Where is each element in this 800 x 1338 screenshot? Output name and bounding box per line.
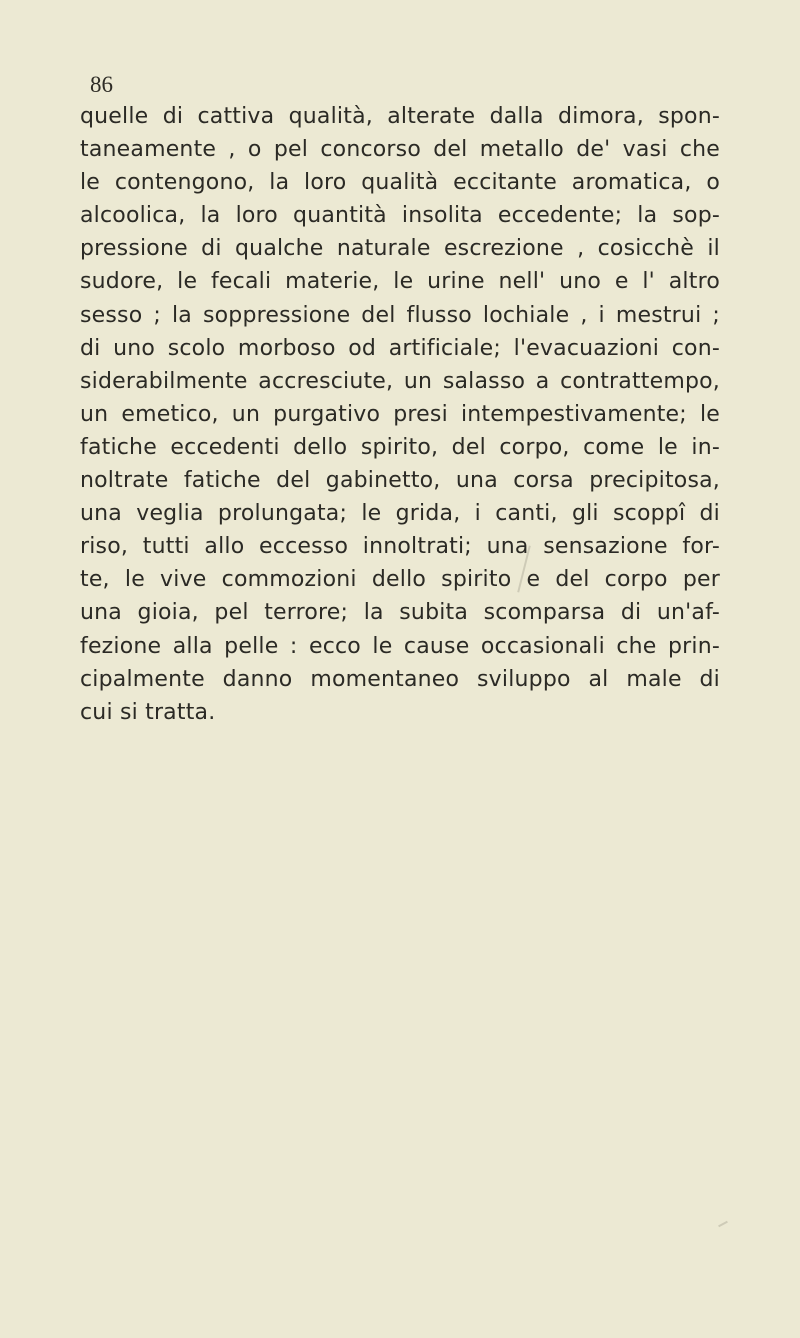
text-line: alcoolica, la loro quantità insolita eccedente; la sop- <box>80 203 720 229</box>
text-line: riso, tutti allo eccesso innoltrati; una sensazione for- <box>80 534 720 560</box>
text-line: un emetico, un purgativo presi intempestivamente; le <box>80 401 720 427</box>
text-line: siderabilmente accresciute, un salasso a contrattempo, <box>80 368 720 394</box>
text-line: sesso ; la soppressione del flusso lochiale , i mestrui ; <box>80 302 720 328</box>
text-line: fatiche eccedenti dello spirito, del corpo, come le in- <box>80 434 720 460</box>
text-line: fezione alla pelle : ecco le cause occasionali che prin- <box>80 633 720 659</box>
text-line: una veglia prolungata; le grida, i canti, gli scoppî di <box>80 501 720 527</box>
page-number: 86 <box>90 72 113 97</box>
text-line: di uno scolo morboso od artificiale; l'evacuazioni con- <box>80 335 720 361</box>
text-line: pressione di qualche naturale escrezione , cosicchè il <box>80 236 720 262</box>
text-line: taneamente , o pel concorso del metallo de' vasi che <box>80 137 720 163</box>
text-line: te, le vive commozioni dello spirito e del corpo per <box>80 567 720 593</box>
text-line: una gioia, pel terrore; la subita scomparsa di un'af- <box>80 600 720 626</box>
body-text <box>80 100 720 729</box>
text-line: noltrate fatiche del gabinetto, una corsa precipitosa, <box>80 468 720 494</box>
text-line: quelle di cattiva qualità, alterate dalla dimora, spon- <box>80 104 720 129</box>
text-line: le contengono, la loro qualità eccitante aromatica, o <box>80 170 720 196</box>
paper-mark <box>718 1221 728 1227</box>
text-line-last: cui si tratta. <box>80 699 216 725</box>
text-line: sudore, le fecali materie, le urine nell' uno e l' altro <box>80 269 720 295</box>
text-line: cipalmente danno momentaneo sviluppo al male di <box>80 666 720 692</box>
